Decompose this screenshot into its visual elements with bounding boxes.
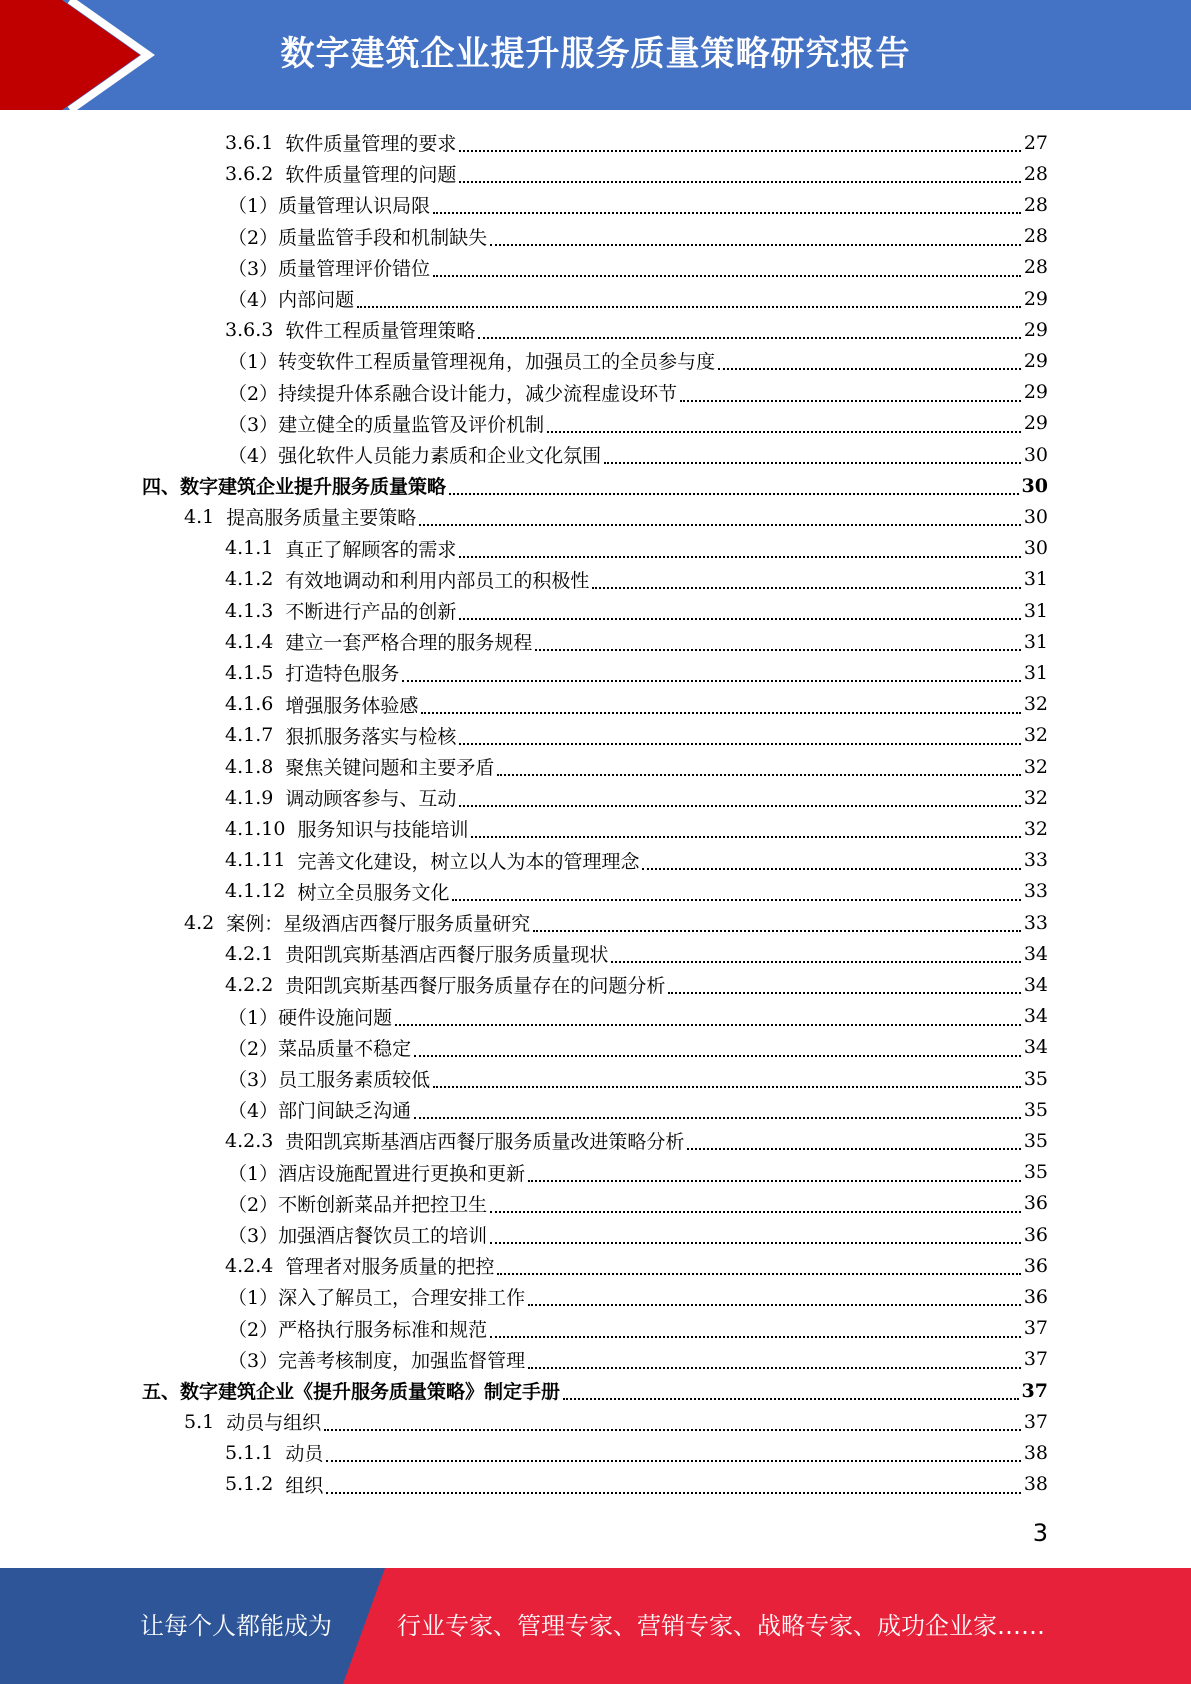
toc-entry-page: 35 <box>1023 1129 1048 1152</box>
toc-dot-leader <box>433 211 1021 214</box>
toc-entry[interactable] <box>228 221 1048 252</box>
toc-entry-page: 37 <box>1023 1317 1048 1340</box>
toc-entry[interactable] <box>225 845 1048 876</box>
toc-entry-title: （1）硬件设施问题 <box>228 1006 393 1029</box>
toc-entry-page: 31 <box>1023 568 1048 591</box>
toc-entry-page: 31 <box>1023 599 1048 622</box>
toc-dot-leader <box>459 617 1020 620</box>
toc-entry[interactable] <box>225 813 1048 844</box>
toc-entry-title: 建立一套严格合理的服务规程 <box>285 632 533 655</box>
toc-entry[interactable] <box>225 127 1048 158</box>
toc-entry-page: 34 <box>1023 1005 1048 1028</box>
toc-entry-title: （3）质量管理评价错位 <box>228 257 431 280</box>
toc-dot-leader <box>497 1272 1020 1275</box>
toc-entry-title: 打造特色服务 <box>285 663 400 686</box>
document-title: 数字建筑企业提升服务质量策略研究报告 <box>280 34 911 74</box>
toc-entry[interactable] <box>184 907 1048 938</box>
toc-entry-title: （3）建立健全的质量监管及评价机制 <box>228 413 545 436</box>
toc-dot-leader <box>718 367 1021 370</box>
toc-entry[interactable] <box>225 533 1048 564</box>
toc-entry[interactable] <box>228 1032 1048 1063</box>
toc-entry[interactable] <box>225 314 1048 345</box>
toc-dot-leader <box>592 586 1020 589</box>
toc-entry-number: 4.2.4 <box>225 1254 274 1277</box>
toc-dot-leader <box>497 773 1020 776</box>
toc-entry[interactable] <box>225 876 1048 907</box>
toc-dot-leader <box>528 1303 1021 1306</box>
toc-entry[interactable] <box>225 1437 1048 1468</box>
toc-entry-page: 36 <box>1023 1254 1048 1277</box>
toc-entry-page: 33 <box>1023 911 1048 934</box>
toc-entry[interactable] <box>184 501 1048 532</box>
toc-entry-page: 32 <box>1023 693 1048 716</box>
toc-dot-leader <box>535 648 1020 651</box>
toc-entry-page: 32 <box>1023 817 1048 840</box>
toc-entry-page: 34 <box>1023 942 1048 965</box>
toc-entry-page: 28 <box>1023 256 1048 279</box>
toc-entry-page: 31 <box>1023 661 1048 684</box>
toc-entry[interactable] <box>228 1281 1048 1312</box>
toc-entry[interactable] <box>142 1375 1048 1406</box>
toc-entry[interactable] <box>142 470 1048 501</box>
toc-dot-leader <box>402 679 1020 682</box>
toc-entry[interactable] <box>225 1250 1048 1281</box>
toc-entry-title: 完善文化建设，树立以人为本的管理理念 <box>297 850 640 873</box>
toc-entry-page: 27 <box>1023 131 1048 154</box>
toc-entry-number: 4.2.2 <box>225 973 274 996</box>
toc-entry-number: 4.1.6 <box>225 693 274 716</box>
toc-entry-page: 29 <box>1023 318 1048 341</box>
toc-entry[interactable] <box>225 564 1048 595</box>
toc-entry[interactable] <box>225 720 1048 751</box>
toc-entry[interactable] <box>228 1188 1048 1219</box>
toc-entry-title: （1）酒店设施配置进行更换和更新 <box>228 1162 526 1185</box>
toc-entry-title: 有效地调动和利用内部员工的积极性 <box>285 569 590 592</box>
page-number: 3 <box>1032 1519 1048 1547</box>
toc-entry-title: 贵阳凯宾斯基酒店西餐厅服务质量改进策略分析 <box>285 1131 685 1154</box>
toc-dot-leader <box>326 1491 1020 1494</box>
toc-entry-title: 五、数字建筑企业《提升服务质量策略》制定手册 <box>142 1381 561 1403</box>
toc-entry-number: 3.6.2 <box>225 162 274 185</box>
toc-entry[interactable] <box>228 1313 1048 1344</box>
toc-entry-page: 35 <box>1023 1161 1048 1184</box>
toc-entry-title: 组织 <box>285 1474 324 1497</box>
toc-entry-title: 软件质量管理的要求 <box>285 133 457 155</box>
toc-entry-number: 4.1.1 <box>225 537 274 560</box>
toc-entry[interactable] <box>228 252 1048 283</box>
toc-entry-page: 37 <box>1023 1348 1048 1371</box>
toc-entry-title: 软件质量管理的问题 <box>285 164 457 187</box>
toc-dot-leader <box>563 1397 1019 1400</box>
toc-entry-title: （4）内部问题 <box>228 289 355 311</box>
toc-entry-title: （2）严格执行服务标准和规范 <box>228 1318 488 1341</box>
toc-dot-leader <box>326 1459 1020 1462</box>
toc-entry-number: 5.1.1 <box>225 1441 274 1464</box>
toc-dot-leader <box>419 523 1021 526</box>
toc-entry-title: 聚焦关键问题和主要矛盾 <box>285 757 495 779</box>
toc-dot-leader <box>490 1241 1021 1244</box>
toc-dot-leader <box>449 492 1019 495</box>
toc-entry-title: （2）持续提升体系融合设计能力，减少流程虚设环节 <box>228 382 678 405</box>
toc-entry[interactable] <box>225 1469 1048 1500</box>
toc-entry-title: 调动顾客参与、互动 <box>285 788 457 811</box>
toc-dot-leader <box>459 742 1020 745</box>
toc-entry-title: 树立全员服务文化 <box>297 881 450 904</box>
toc-entry[interactable] <box>225 751 1048 782</box>
toc-entry-number: 4.1.11 <box>225 849 286 872</box>
toc-entry-title: 服务知识与技能培训 <box>297 819 469 842</box>
toc-entry[interactable] <box>228 1157 1048 1188</box>
toc-entry-page: 36 <box>1023 1285 1048 1308</box>
toc-dot-leader <box>528 1366 1021 1369</box>
toc-entry-page: 29 <box>1023 287 1048 310</box>
toc-dot-leader <box>459 180 1020 183</box>
toc-entry-title: 增强服务体验感 <box>285 694 419 717</box>
toc-dot-leader <box>642 867 1020 870</box>
toc-dot-leader <box>604 461 1021 464</box>
toc-entry-number: 4.1 <box>184 505 215 528</box>
toc-entry[interactable] <box>225 626 1048 657</box>
toc-entry-title: （3）员工服务素质较低 <box>228 1069 431 1091</box>
toc-dot-leader <box>395 1023 1021 1026</box>
toc-entry-title: （1）转变软件工程质量管理视角，加强员工的全员参与度 <box>228 351 716 374</box>
toc-entry[interactable] <box>228 1219 1048 1250</box>
toc-entry-title: （2）菜品质量不稳定 <box>228 1037 412 1060</box>
toc-entry-title: （3）加强酒店餐饮员工的培训 <box>228 1225 488 1247</box>
toc-entry-title: （1）质量管理认识局限 <box>228 195 431 218</box>
toc-dot-leader <box>324 1428 1021 1431</box>
toc-dot-leader <box>459 555 1020 558</box>
toc-entry-number: 4.1.3 <box>225 599 274 622</box>
toc-dot-leader <box>528 1179 1021 1182</box>
toc-entry-number: 4.1.2 <box>225 568 274 591</box>
toc-entry-page: 30 <box>1021 474 1048 497</box>
toc-dot-leader <box>668 991 1020 994</box>
toc-entry-page: 36 <box>1023 1223 1048 1246</box>
toc-entry-page: 30 <box>1023 537 1048 560</box>
toc-entry-page: 38 <box>1023 1473 1048 1496</box>
toc-entry-page: 35 <box>1023 1098 1048 1121</box>
toc-entry[interactable] <box>228 1344 1048 1375</box>
toc-entry-number: 4.1.5 <box>225 661 274 684</box>
toc-entry-number: 4.1.4 <box>225 630 274 653</box>
toc-dot-leader <box>357 305 1021 308</box>
toc-entry-page: 30 <box>1023 505 1048 528</box>
toc-dot-leader <box>490 1335 1021 1338</box>
toc-dot-leader <box>421 711 1020 714</box>
toc-entry-page: 37 <box>1023 1410 1048 1433</box>
toc-entry-page: 34 <box>1023 973 1048 996</box>
toc-dot-leader <box>687 1147 1020 1150</box>
toc-entry-number: 4.2 <box>184 911 215 934</box>
toc-entry-number: 5.1.2 <box>225 1473 274 1496</box>
toc-entry[interactable] <box>184 1406 1048 1437</box>
toc-entry-title: 贵阳凯宾斯基酒店西餐厅服务质量现状 <box>285 944 609 967</box>
toc-dot-leader <box>680 399 1021 402</box>
toc-entry[interactable] <box>228 377 1048 408</box>
toc-entry[interactable] <box>228 1001 1048 1032</box>
toc-entry-title: 动员 <box>285 1443 324 1466</box>
toc-entry-number: 4.1.9 <box>225 786 274 809</box>
toc-entry-title: 四、数字建筑企业提升服务质量策略 <box>142 476 447 499</box>
toc-dot-leader <box>490 243 1021 246</box>
toc-entry-page: 34 <box>1023 1036 1048 1059</box>
toc-entry-title: 管理者对服务质量的把控 <box>285 1256 495 1279</box>
toc-entry-page: 28 <box>1023 193 1048 216</box>
toc-entry[interactable] <box>228 408 1048 439</box>
footer-slogan-left: 让每个人都能成为 <box>140 1612 332 1640</box>
page-footer <box>0 1568 1191 1684</box>
toc-entry-title: （4）部门间缺乏沟通 <box>228 1100 412 1123</box>
toc-entry-page: 35 <box>1023 1067 1048 1090</box>
toc-dot-leader <box>547 430 1021 433</box>
toc-dot-leader <box>433 1085 1021 1088</box>
toc-entry-number: 5.1 <box>184 1410 215 1433</box>
toc-entry[interactable] <box>225 969 1048 1000</box>
toc-entry-title: （4）强化软件人员能力素质和企业文化氛围 <box>228 445 602 467</box>
toc-entry[interactable] <box>228 439 1048 470</box>
toc-entry[interactable] <box>225 782 1048 813</box>
toc-dot-leader <box>414 1116 1021 1119</box>
toc-entry[interactable] <box>228 345 1048 376</box>
page-header <box>0 0 1191 110</box>
toc-entry-title: 狠抓服务落实与检核 <box>285 725 457 748</box>
toc-dot-leader <box>452 898 1020 901</box>
toc-entry-title: 提高服务质量主要策略 <box>226 507 417 530</box>
toc-dot-leader <box>478 336 1020 339</box>
toc-entry-title: 真正了解顾客的需求 <box>285 538 457 561</box>
toc-entry-page: 28 <box>1023 162 1048 185</box>
toc-entry-number: 3.6.3 <box>225 318 274 341</box>
toc-entry-page: 32 <box>1023 786 1048 809</box>
toc-entry-title: 软件工程质量管理策略 <box>285 320 476 343</box>
toc-entry[interactable] <box>225 158 1048 189</box>
toc-entry-number: 3.6.1 <box>225 131 274 154</box>
toc-entry-page: 29 <box>1023 412 1048 435</box>
toc-entry-page: 28 <box>1023 225 1048 248</box>
toc-entry-title: 不断进行产品的创新 <box>285 601 457 623</box>
toc-entry-page: 32 <box>1023 724 1048 747</box>
toc-entry-number: 4.1.8 <box>225 755 274 778</box>
footer-slogan-right: 行业专家、管理专家、营销专家、战略专家、成功企业家…… <box>397 1612 1045 1640</box>
toc-entry-page: 29 <box>1023 349 1048 372</box>
toc-entry-title: 贵阳凯宾斯基西餐厅服务质量存在的问题分析 <box>285 975 666 998</box>
toc-entry[interactable] <box>228 1063 1048 1094</box>
toc-entry-number: 4.1.7 <box>225 724 274 747</box>
toc-entry-page: 30 <box>1023 443 1048 466</box>
toc-entry-page: 36 <box>1023 1192 1048 1215</box>
toc-dot-leader <box>459 804 1020 807</box>
toc-entry-page: 32 <box>1023 755 1048 778</box>
toc-entry[interactable] <box>225 689 1048 720</box>
toc-entry-title: （1）深入了解员工，合理安排工作 <box>228 1287 526 1310</box>
toc-dot-leader <box>471 835 1020 838</box>
toc-dot-leader <box>490 1210 1021 1213</box>
toc-dot-leader <box>459 149 1020 152</box>
toc-entry-page: 33 <box>1023 880 1048 903</box>
toc-entry-title: 案例：星级酒店西餐厅服务质量研究 <box>226 913 531 935</box>
toc-entry-page: 31 <box>1023 630 1048 653</box>
toc-entry-page: 37 <box>1021 1379 1048 1402</box>
toc-entry[interactable] <box>225 657 1048 688</box>
toc-dot-leader <box>433 274 1021 277</box>
toc-entry-number: 4.1.12 <box>225 880 286 903</box>
toc-entry-page: 29 <box>1023 381 1048 404</box>
toc-dot-leader <box>414 1054 1021 1057</box>
toc-entry-title: 动员与组织 <box>226 1412 322 1435</box>
toc-entry[interactable] <box>225 595 1048 626</box>
toc-entry[interactable] <box>228 189 1048 220</box>
toc-entry-number: 4.2.3 <box>225 1129 274 1152</box>
toc-entry-title: （2）质量监管手段和机制缺失 <box>228 226 488 249</box>
toc-entry[interactable] <box>228 1094 1048 1125</box>
toc-entry-title: （2）不断创新菜品并把控卫生 <box>228 1193 488 1216</box>
toc-entry[interactable] <box>225 938 1048 969</box>
toc-entry-number: 4.1.10 <box>225 817 286 840</box>
toc-entry-page: 33 <box>1023 849 1048 872</box>
toc-entry-title: （3）完善考核制度，加强监督管理 <box>228 1349 526 1372</box>
toc-dot-leader <box>533 929 1021 932</box>
toc-entry[interactable] <box>228 283 1048 314</box>
toc-entry-number: 4.2.1 <box>225 942 274 965</box>
toc-entry[interactable] <box>225 1125 1048 1156</box>
toc-dot-leader <box>611 960 1020 963</box>
toc-entry-page: 38 <box>1023 1441 1048 1464</box>
